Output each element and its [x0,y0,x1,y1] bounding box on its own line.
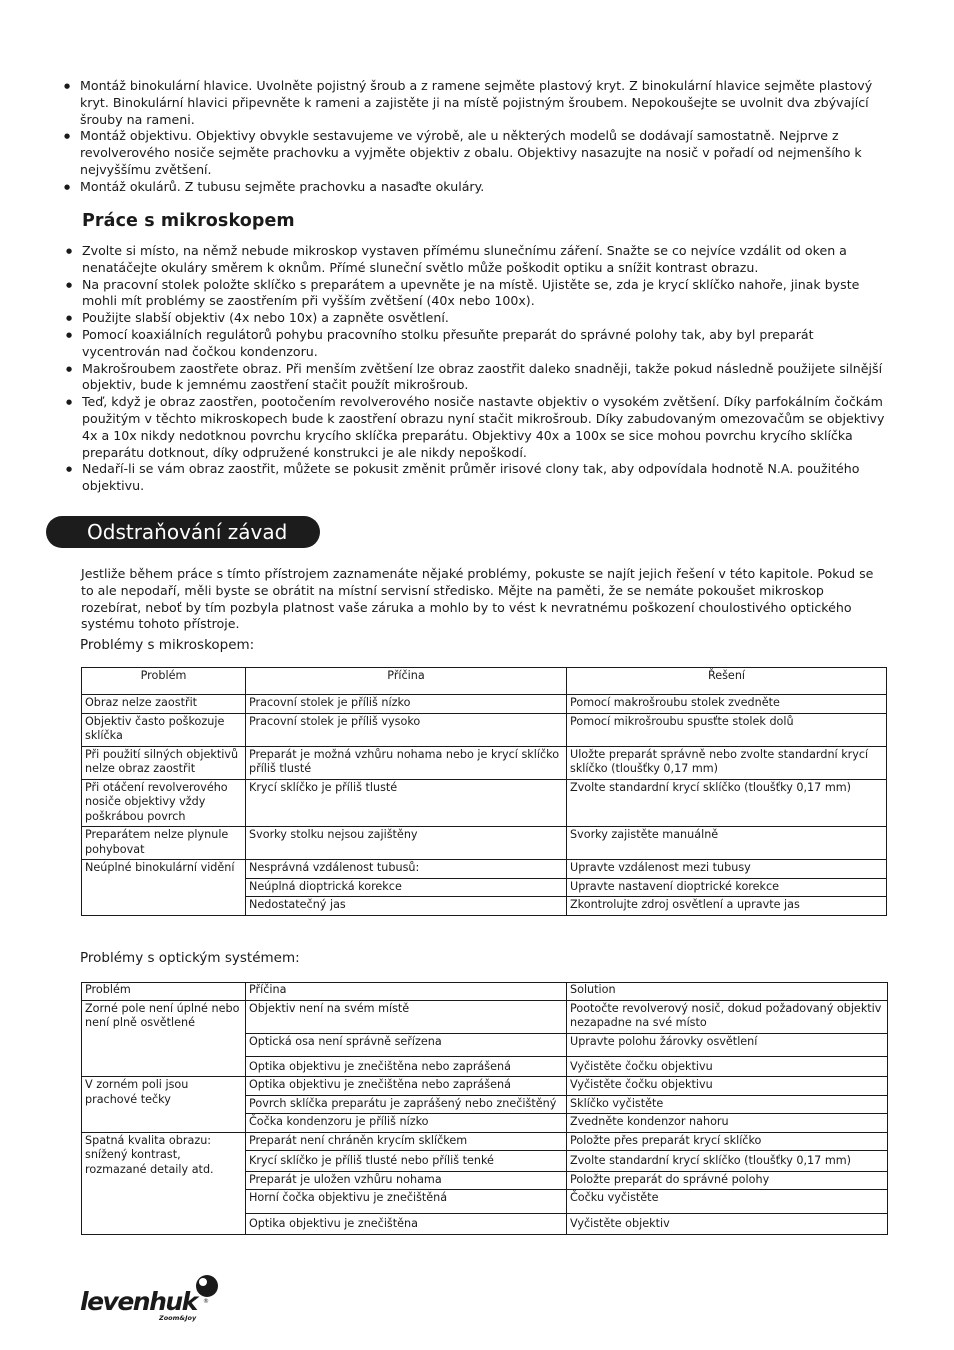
column-header: Řešení [567,668,887,695]
work-item: ● Makrošroubem zaostřete obraz. Při menším zvětšení lze obraz zaostřit daleko snadněji, takže pokud následně použijete silnější objektiv, bude k jemnému zaostření stačit použít mikrošroub. [66,361,886,395]
solution-cell: Uložte preparát správně nebo zvolte standardní krycí sklíčko (tloušťky 0,17 mm) [567,746,887,779]
optical-problems-table [81,982,888,1235]
levenhuk-logo [80,1272,226,1324]
column-header: Problém [82,668,246,695]
problem-cell: Při otáčení revolverového nosiče objektivy vždy poškrábou povrch [82,779,246,827]
column-header: Solution [567,983,888,1001]
work-item: ● Nedaří-li se vám obraz zaostřit, můžete se pokusit změnit průměr irisové clony tak, aby odpovídala hodnotě N.A. použitého objektivu. [66,461,886,495]
troubleshooting-title-banner [46,516,320,548]
cause-cell: Svorky stolku nejsou zajištěny [246,827,567,860]
problem-cell: V zorném poli jsou prachové tečky [82,1077,246,1133]
cause-cell: Nesprávná vzdálenost tubusů: [246,860,567,879]
solution-cell: Upravte vzdálenost mezi tubusy [567,860,887,879]
assembly-item-objective: ● Montáž objektivu. Objektivy obvykle sestavujeme ve výrobě, ale u některých modelů se dodávají samostatně. Nejprve z revolverového nosiče sejměte prachovku a vyjměte objektiv z obalu. Objektivy nasazujte na nosič v pořadí od nejmenšího k nejvyššímu zvětšení. [64,128,894,178]
cause-cell: Neúplná dioptrická korekce [246,878,567,897]
solution-cell: Vyčistěte čočku objektivu [567,1077,888,1096]
table2-caption: Problémy s optickým systémem: [80,950,300,966]
troubleshooting-title: Odstraňování závad [87,520,288,544]
logo-tagline: Zoom&Joy [159,1314,197,1322]
cause-cell: Optika objektivu je znečištěna nebo zaprášená [246,1056,567,1077]
solution-cell: Svorky zajistěte manuálně [567,827,887,860]
solution-cell: Sklíčko vyčistěte [567,1095,888,1114]
cause-cell: Čočka kondenzoru je příliš nízko [246,1114,567,1133]
problem-cell: Objektiv často poškozuje sklíčka [82,713,246,746]
solution-cell: Pomocí mikrošroubu spusťte stolek dolů [567,713,887,746]
cause-cell: Pracovní stolek je příliš vysoko [246,713,567,746]
table-row [82,1000,888,1033]
solution-cell: Položte preparát do správné polohy [567,1171,888,1190]
table-row [82,695,887,714]
solution-cell: Vyčistěte čočku objektivu [567,1056,888,1077]
table-row [82,746,887,779]
cause-cell: Preparát je uložen vzhůru nohama [246,1171,567,1190]
assembly-list [64,78,894,196]
work-item: ● Zvolte si místo, na němž nebude mikroskop vystaven přímému slunečnímu záření. Snažte se co nejvíce vzdálit od oken a nenatáčejte okuláry směrem k oknům. Přímé sluneční světlo může poškodit optiku a snížit kontrast obrazu. [66,243,886,277]
problem-cell: Neúplné binokulární vidění [82,860,246,916]
cause-cell: Optika objektivu je znečištěna [246,1214,567,1235]
solution-cell: Upravte nastavení dioptrické korekce [567,878,887,897]
table-row [82,1077,888,1096]
work-item: ● Na pracovní stolek položte sklíčko s preparátem a upevněte je na místě. Ujistěte se, zda je krycí sklíčko nahoře, jinak byste mohli mít problémy se zaostřením při vyšším zvětšení (40x nebo 100x). [66,277,886,311]
cause-cell: Krycí sklíčko je příliš tlusté nebo příliš tenké [246,1151,567,1172]
solution-cell: Zvolte standardní krycí sklíčko (tloušťky 0,17 mm) [567,1151,888,1172]
work-item: ● Teď, když je obraz zaostřen, pootočením revolverového nosiče nastavte objektiv o vysokém zvětšení. Díky parfokálním čočkám použitým v těchto mikroskopech bude k zaostření obrazu nyní stačit mikrošroub. Díky zabudovaným omezovačům se objektivy 4x a 10x nikdy nedotknou povrchu krycího sklíčka preparátu. Objektivy 40x a 100x se sice mohou povrchu krycího sklíčka preparátu dotknout, díky odpružené konstrukci je ale nikdy nepoškodí. [66,394,886,461]
problem-cell: Spatná kvalita obrazu: snížený kontrast, rozmazané detaily atd. [82,1132,246,1234]
work-list [66,243,886,495]
cause-cell: Objektiv není na svém místě [246,1000,567,1033]
table-row [82,713,887,746]
cause-cell: Povrch sklíčka preparátu je zaprášený nebo znečištěný [246,1095,567,1114]
cause-cell: Horní čočka objektivu je znečištěná [246,1190,567,1214]
logo-registered-mark: ® [203,1298,209,1305]
column-header: Příčina [246,668,567,695]
problem-cell: Zorné pole není úplné nebo není plně osvětlené [82,1000,246,1077]
cause-cell: Preparát není chráněn krycím sklíčkem [246,1132,567,1151]
problem-cell: Při použití silných objektivů nelze obraz zaostřit [82,746,246,779]
table1-caption: Problémy s mikroskopem: [80,637,255,653]
column-header: Problém [82,983,246,1001]
levenhuk-logo-graphic [80,1272,226,1324]
solution-cell: Vyčistěte objektiv [567,1214,888,1235]
solution-cell: Pomocí makrošroubu stolek zvedněte [567,695,887,714]
problem-cell: Obraz nelze zaostřit [82,695,246,714]
intro-paragraph: Jestliže během práce s tímto přístrojem zaznamenáte nějaké problémy, pokuste se najít jejich řešení v této kapitole. Pokud se to ale nepodaří, měli byste se obrátit na místní servisní středisko. Mějte na paměti, že se nemáte pokoušet mikroskop rozebírat, neboť by tím pozbyla platnost vaše záruka a mohlo by to vést k nevratnému poškození choulostivého optického systému tohoto přístroje. [81,566,874,632]
column-header: Příčina [246,983,567,1001]
solution-cell: Zkontrolujte zdroj osvětlení a upravte jas [567,897,887,916]
work-item: ● Pomocí koaxiálních regulátorů pohybu pracovního stolku přesuňte preparát do správné polohy tak, aby byl preparát vycentrován nad čočkou kondenzoru. [66,327,886,361]
cause-cell: Optická osa není správně seřízena [246,1033,567,1056]
solution-cell: Položte přes preparát krycí sklíčko [567,1132,888,1151]
cause-cell: Optika objektivu je znečištěna nebo zaprášená [246,1077,567,1096]
table-row [82,779,887,827]
solution-cell: Zvolte standardní krycí sklíčko (tloušťky 0,17 mm) [567,779,887,827]
cause-cell: Preparát je možná vzhůru nohama nebo je krycí sklíčko příliš tlusté [246,746,567,779]
table-header-row [82,668,887,695]
assembly-item-binocular: ● Montáž binokulární hlavice. Uvolněte pojistný šroub a z ramene sejměte plastový kryt. Z binokulární hlavice sejměte plastový kryt. Binokulární hlavici připevněte k rameni a zajistěte ji na místě pojistným šroubem. Nepokoušejte se uvolnit dva zbývající šrouby na rameni. [64,78,894,128]
table-header-row [82,983,888,1001]
cause-cell: Pracovní stolek je příliš nízko [246,695,567,714]
work-item: ● Použijte slabší objektiv (4x nebo 10x) a zapněte osvětlení. [66,310,886,327]
table-row [82,1132,888,1151]
solution-cell: Pootočte revolverový nosič, dokud požadovaný objektiv nezapadne na své místo [567,1000,888,1033]
cause-cell: Krycí sklíčko je příliš tlusté [246,779,567,827]
solution-cell: Upravte polohu žárovky osvětlení [567,1033,888,1056]
solution-cell: Čočku vyčistěte [567,1190,888,1214]
cause-cell: Nedostatečný jas [246,897,567,916]
solution-cell: Zvedněte kondenzor nahoru [567,1114,888,1133]
table-row [82,860,887,879]
logo-wordmark: levenhuk [80,1287,197,1316]
microscope-problems-table [81,667,887,916]
problem-cell: Preparátem nelze plynule pohybovat [82,827,246,860]
assembly-item-eyepieces: ● Montáž okulárů. Z tubusu sejměte prachovku a nasaďte okuláry. [64,179,894,196]
work-heading: Práce s mikroskopem [82,211,295,231]
table-row [82,827,887,860]
